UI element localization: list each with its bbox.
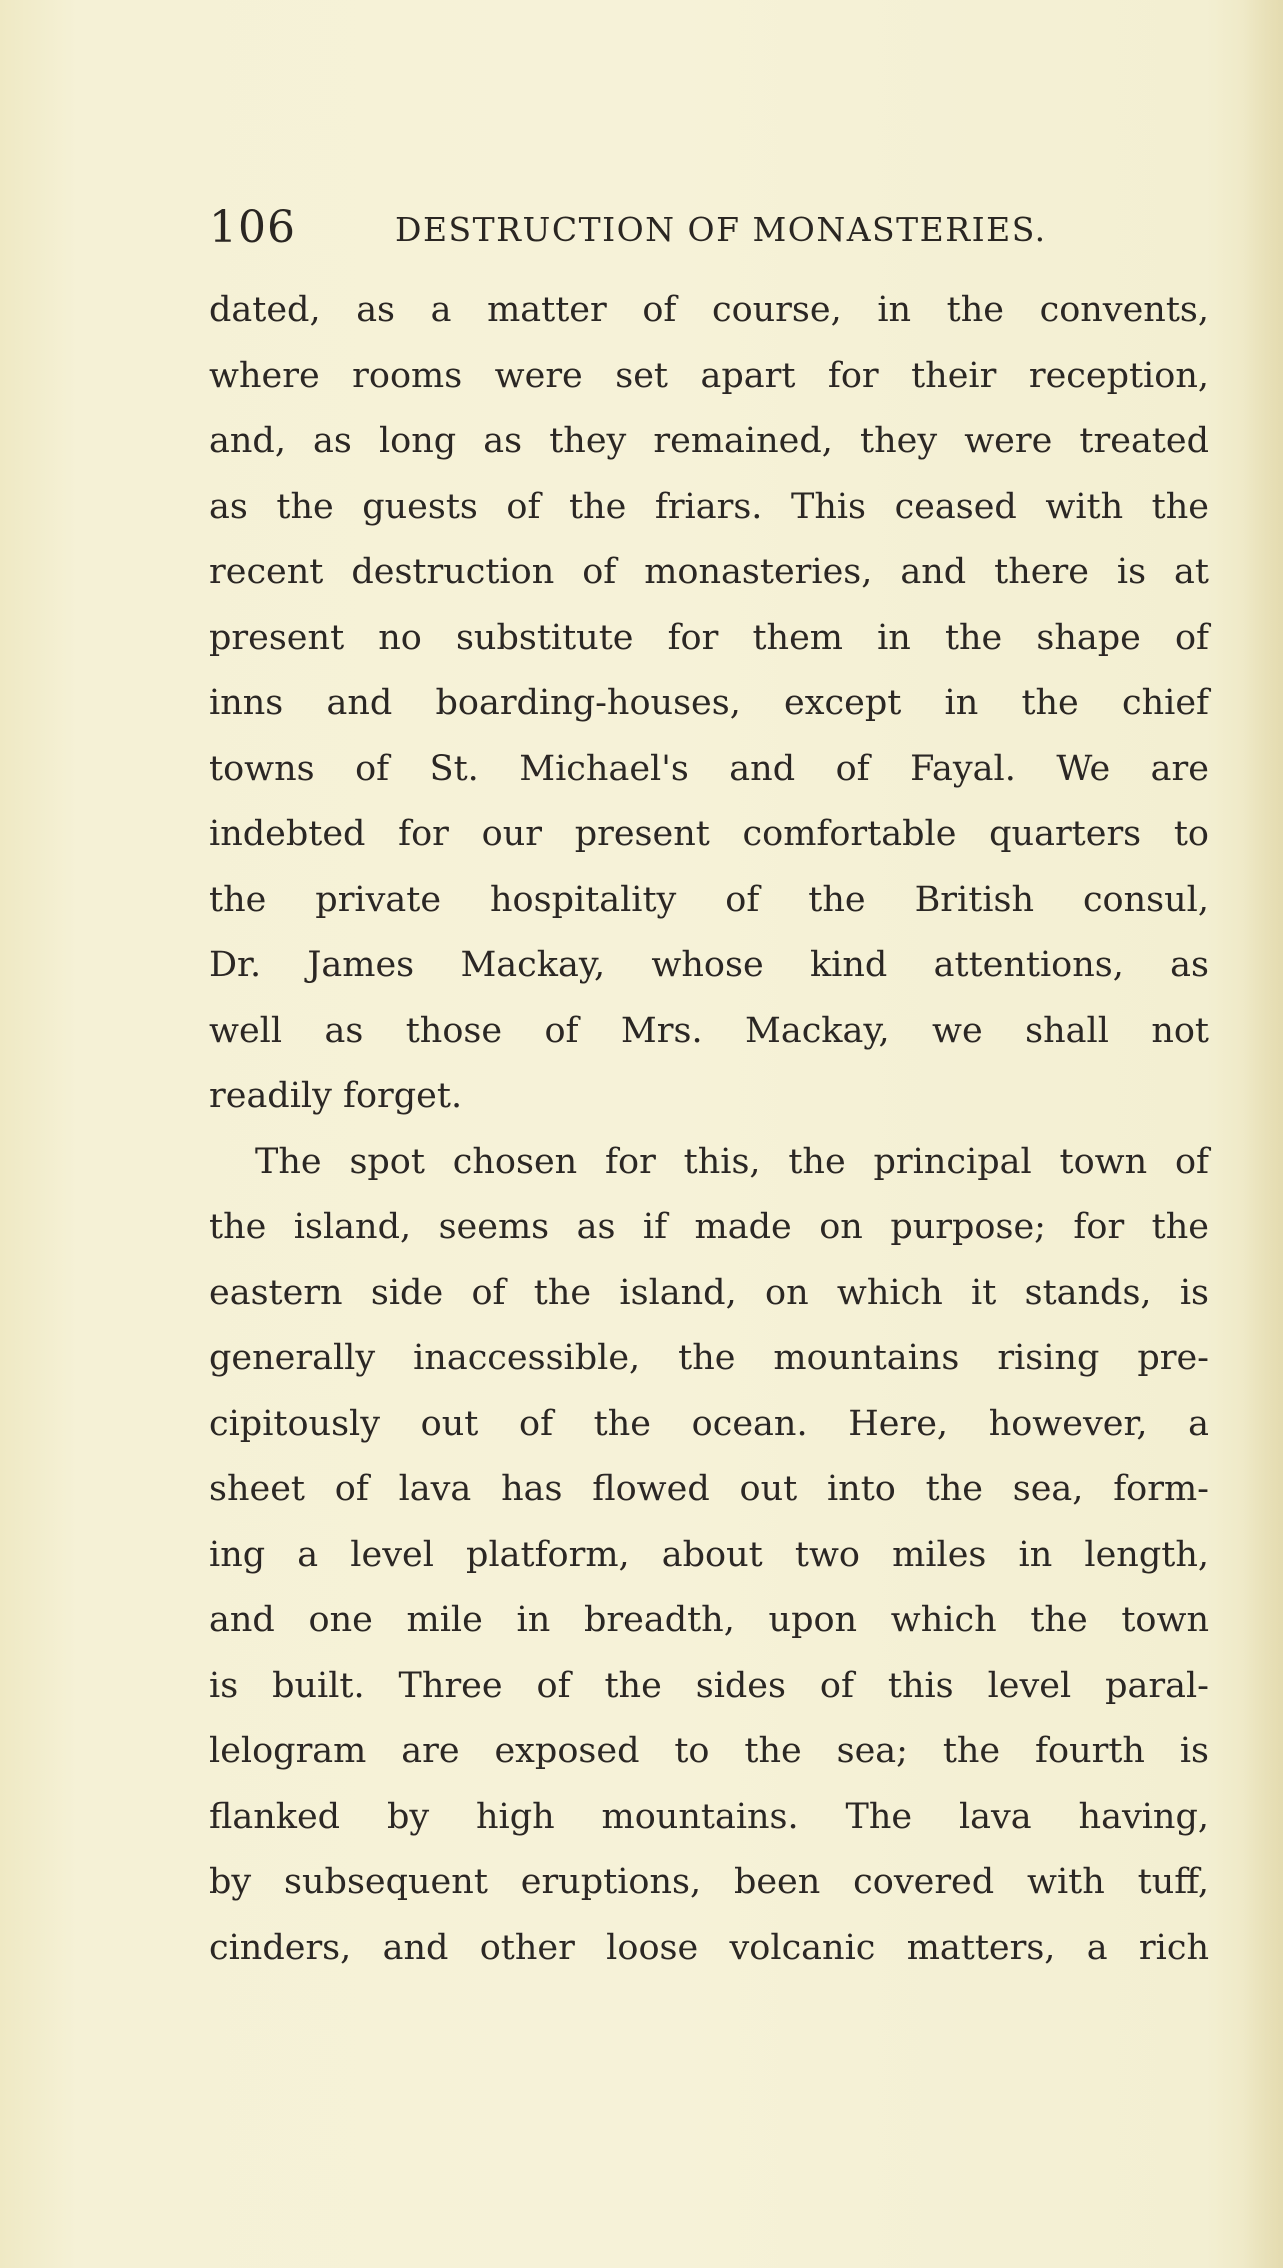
paragraph-start-line: The spot chosen for this, the principal town of	[255, 1141, 1209, 1182]
text-line: dated, as a matter of course, in the convents,	[209, 290, 1209, 330]
page-header-title: DESTRUCTION OF MONASTERIES.	[395, 210, 1047, 249]
text-line: and, as long as they remained, they were treated	[209, 421, 1209, 461]
text-line: generally inaccessible, the mountains rising pre-	[209, 1338, 1209, 1378]
text-line: cinders, and other loose volcanic matters, a rich	[209, 1927, 1209, 1968]
text-line: cipitously out of the ocean. Here, however, a	[209, 1403, 1209, 1444]
text-line: and one mile in breadth, upon which the town	[209, 1600, 1209, 1640]
text-line: is built. Three of the sides of this level paral-	[209, 1665, 1209, 1706]
text-line: eastern side of the island, on which it stands, is	[209, 1272, 1209, 1313]
page-edge-shadow	[1243, 0, 1283, 2268]
text-line: present no substitute for them in the shape of	[209, 617, 1209, 658]
text-line: flanked by high mountains. The lava having,	[209, 1796, 1209, 1837]
text-line: Dr. James Mackay, whose kind attentions, as	[209, 945, 1209, 985]
text-line: where rooms were set apart for their reception,	[209, 355, 1209, 396]
text-line: as the guests of the friars. This ceased with the	[209, 486, 1209, 527]
text-line: lelogram are exposed to the sea; the fourth is	[209, 1731, 1209, 1771]
text-line: towns of St. Michael's and of Fayal. We are	[209, 748, 1209, 789]
text-line: the private hospitality of the British consul,	[209, 879, 1209, 920]
text-line: recent destruction of monasteries, and there is at	[209, 552, 1209, 592]
text-line: by subsequent eruptions, been covered with tuff,	[209, 1862, 1209, 1902]
text-line: well as those of Mrs. Mackay, we shall not	[209, 1010, 1209, 1051]
body-text	[209, 278, 1209, 1981]
text-line: ing a level platform, about two miles in length,	[209, 1534, 1209, 1575]
running-head	[209, 198, 1209, 258]
text-line: inns and boarding-houses, except in the chief	[209, 683, 1209, 723]
paragraph-end-line: readily forget.	[209, 1076, 463, 1116]
text-line: the island, seems as if made on purpose; for the	[209, 1207, 1209, 1247]
text-line: sheet of lava has flowed out into the sea, form-	[209, 1469, 1209, 1509]
text-line: indebted for our present comfortable quarters to	[209, 814, 1209, 854]
page-number: 106	[209, 202, 296, 253]
